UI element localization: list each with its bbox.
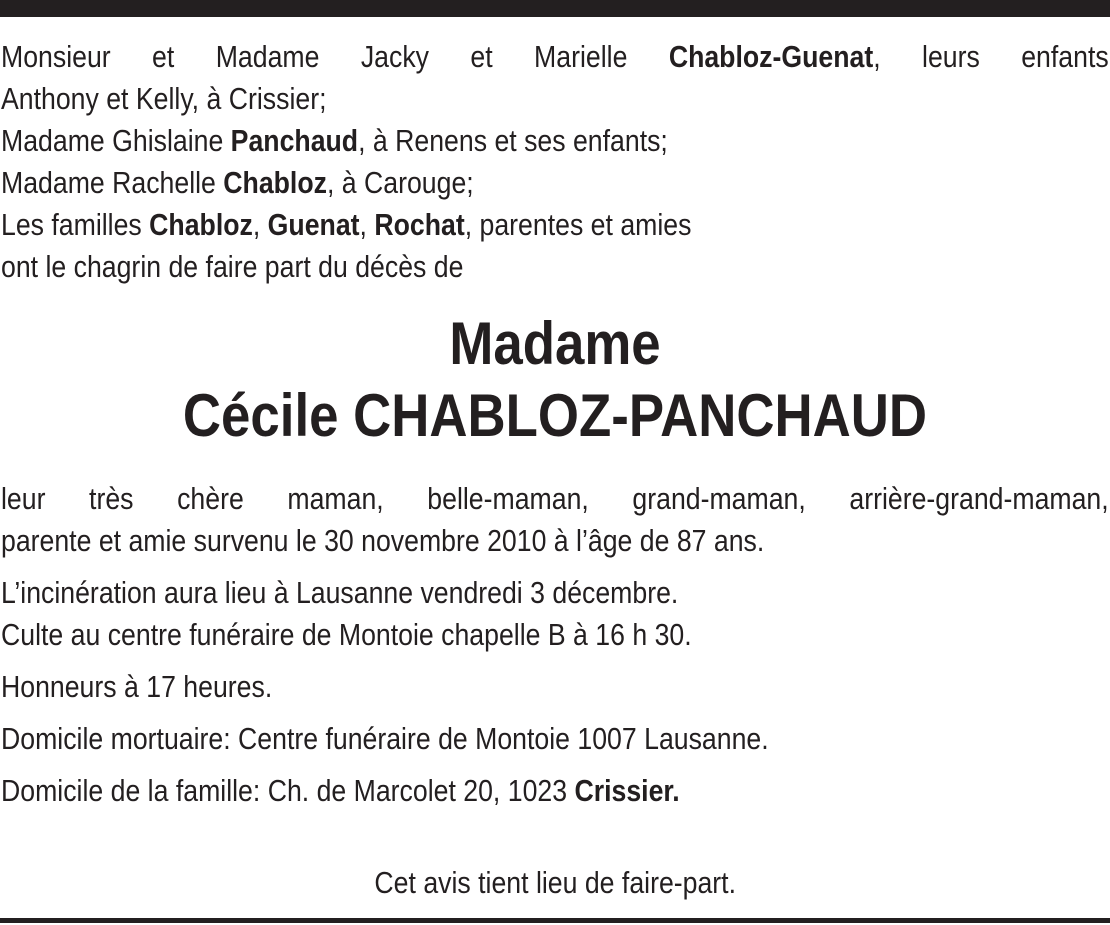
intro-line-1-text: Monsieur et Madame Jacky et Marielle: [1, 39, 669, 74]
intro-line-3: [1, 120, 1109, 162]
deceased-name: Cécile CHABLOZ-PANCHAUD: [182, 382, 928, 449]
paragraph-ceremony: [1, 572, 1109, 656]
intro-line-3-end: , à Renens et ses enfants;: [358, 123, 668, 158]
intro-line-4-end: , à Carouge;: [326, 165, 474, 200]
intro-line-5: [1, 204, 1109, 246]
paragraph-honours: Honneurs à 17 heures.: [1, 669, 273, 704]
ceremony-line-1: L’incinération aura lieu à Lausanne vendredi 3 décembre.: [1, 575, 679, 610]
footer-note: [0, 862, 1110, 904]
intro-line-3-text: Madame Ghislaine: [1, 123, 231, 158]
intro-line-2: Anthony et Kelly, à Crissier;: [1, 81, 327, 116]
family-name-chabloz-2: Chabloz: [149, 207, 253, 242]
top-border-rule: [0, 0, 1110, 17]
footer-note-text: Cet avis tient lieu de faire-part.: [374, 865, 736, 900]
intro-line-6: ont le chagrin de faire part du décès de: [1, 249, 464, 284]
ceremony-line-2: Culte au centre funéraire de Montoie chapelle B à 16 h 30.: [1, 617, 692, 652]
intro-line-1-end: , leurs enfants: [873, 39, 1109, 74]
separator-1: ,: [252, 207, 268, 242]
family-name-rochat: Rochat: [374, 207, 465, 242]
paragraph-relationship: [1, 478, 1109, 562]
family-name-guenat: Guenat: [267, 207, 360, 242]
deceased-heading: [0, 308, 1110, 452]
family-name-panchaud: Panchaud: [230, 123, 359, 158]
family-name-chabloz-guenat: Chabloz-Guenat: [668, 39, 874, 74]
intro-line-4: [1, 162, 1109, 204]
paragraph-family-home: [1, 770, 1109, 812]
intro-line-5-end: , parentes et amies: [464, 207, 692, 242]
notice-details: [1, 478, 1109, 812]
relationship-line-2: parente et amie survenu le 30 novembre 2010 à l’âge de 87 ans.: [1, 523, 765, 558]
relationship-line-1: leur très chère maman, belle-maman, grand-maman, arrière-grand-maman,: [1, 481, 1109, 516]
bottom-border-rule: [0, 918, 1110, 923]
intro-line-4-text: Madame Rachelle: [1, 165, 224, 200]
family-announcement: [1, 36, 1109, 288]
intro-line-5-text: Les familles: [1, 207, 150, 242]
family-home-town: Crissier.: [574, 773, 680, 808]
deceased-title: Madame: [449, 310, 661, 377]
intro-line-1: [1, 36, 1109, 78]
paragraph-mortuary: Domicile mortuaire: Centre funéraire de Montoie 1007 Lausanne.: [1, 721, 769, 756]
family-home-text: Domicile de la famille: Ch. de Marcolet 20, 1023: [1, 773, 575, 808]
separator-2: ,: [359, 207, 375, 242]
family-name-chabloz: Chabloz: [223, 165, 327, 200]
